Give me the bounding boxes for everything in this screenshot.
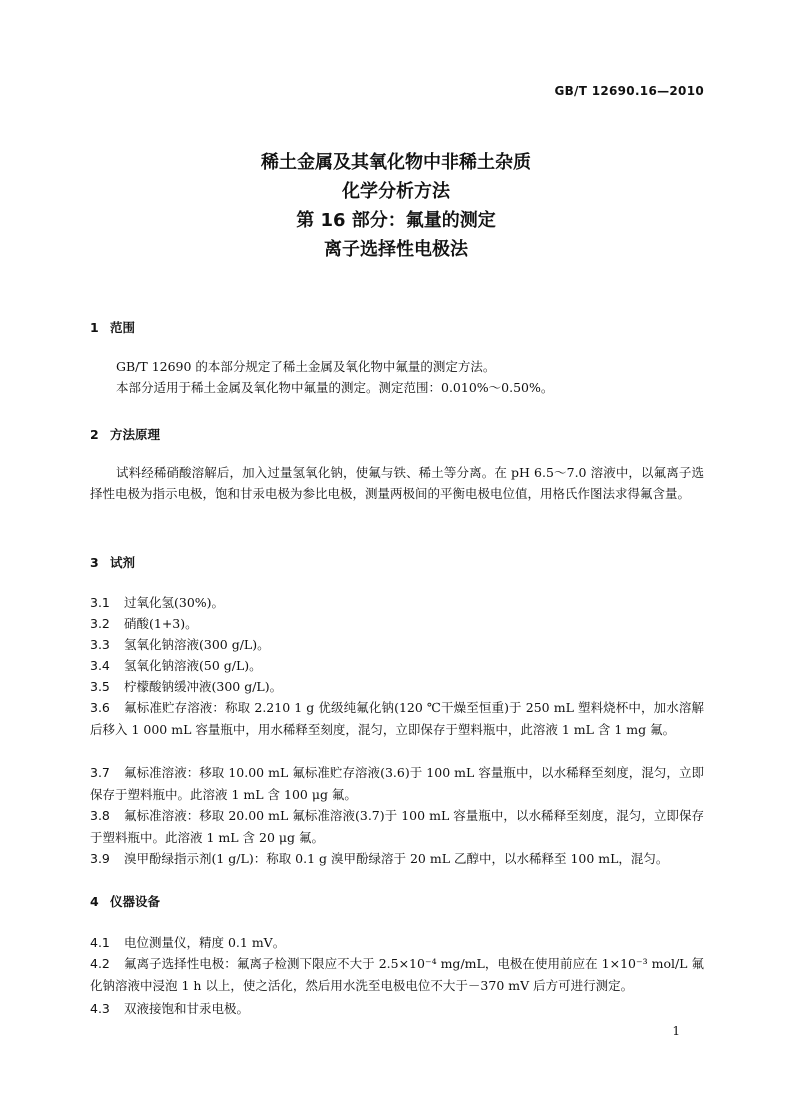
section-2-heading: [90, 425, 160, 443]
document-title: [0, 148, 792, 264]
reagent-item: [90, 805, 704, 848]
section-3-heading: [90, 553, 135, 571]
section-1-paragraph-1: GB/T 12690 的本部分规定了稀土金属及氧化物中氟量的测定方法。: [116, 359, 496, 374]
item-text: 氟离子选择性电极：氟离子检测下限应不大于 2.5×10⁻⁴ mg/mL，电极在使用前应在 1×10⁻³ mol/L 氟化钠溶液中浸泡 1 h 以上，使之活化，然后用水洗至电极电位不大于－370 mV 后方可进行测定。: [90, 956, 704, 993]
item-text: 过氧化氢(30%)。: [124, 595, 225, 610]
section-title: 方法原理: [110, 427, 161, 442]
reagent-item: [90, 634, 704, 656]
item-number: 3.4: [90, 658, 110, 673]
reagent-item: [90, 697, 704, 740]
section-number: 2: [90, 427, 99, 442]
title-line-1: 稀土金属及其氧化物中非稀土杂质: [261, 152, 531, 173]
title-line-2: 化学分析方法: [342, 181, 450, 202]
item-number: 3.7: [90, 765, 110, 780]
item-text: 柠檬酸钠缓冲液(300 g/L)。: [124, 679, 283, 694]
section-1-heading: [90, 318, 135, 336]
equipment-item: [90, 932, 704, 954]
reagent-item: [90, 848, 704, 870]
item-number: 3.9: [90, 851, 110, 866]
section-title: 范围: [110, 320, 136, 335]
item-text: 双液接饱和甘汞电极。: [124, 1001, 250, 1016]
item-number: 4.1: [90, 935, 110, 950]
item-number: 3.5: [90, 679, 110, 694]
section-number: 1: [90, 320, 99, 335]
item-number: 3.6: [90, 700, 110, 715]
item-number: 3.1: [90, 595, 110, 610]
title-line-4: 离子选择性电极法: [324, 239, 468, 260]
reagent-item: [90, 655, 704, 677]
item-text: 氟标准溶液：移取 20.00 mL 氟标准溶液(3.7)于 100 mL 容量瓶中，以水稀释至刻度，混匀，立即保存于塑料瓶中。此溶液 1 mL 含 20 μg 氟。: [90, 808, 704, 845]
title-line-3: 第 16 部分：氟量的测定: [296, 210, 496, 231]
section-number: 3: [90, 555, 99, 570]
section-title: 仪器设备: [110, 894, 161, 909]
item-number: 4.3: [90, 1001, 110, 1016]
section-1-paragraph-2: 本部分适用于稀土金属及氧化物中氟量的测定。测定范围：0.010%～0.50%。: [116, 380, 554, 395]
standard-code: GB/T 12690.16—2010: [554, 84, 704, 98]
item-text: 氢氧化钠溶液(50 g/L)。: [124, 658, 262, 673]
item-number: 3.3: [90, 637, 110, 652]
section-4-heading: [90, 892, 160, 910]
section-title: 试剂: [110, 555, 136, 570]
page-number: 1: [672, 1024, 680, 1038]
item-text: 溴甲酚绿指示剂(1 g/L)：称取 0.1 g 溴甲酚绿溶于 20 mL 乙醇中，以水稀释至 100 mL，混匀。: [124, 851, 669, 866]
section-2-paragraph-1: 试料经稀硝酸溶解后，加入过量氢氧化钠，使氟与铁、稀土等分离。在 pH 6.5～7.0 溶液中，以氟离子选择性电极为指示电极，饱和甘汞电极为参比电极，测量两极间的平衡电极电位值，用格氏作图法求得氟含量。: [90, 465, 704, 501]
item-text: 电位测量仪，精度 0.1 mV。: [124, 935, 286, 950]
reagent-item: [90, 762, 704, 805]
reagent-item: [90, 676, 704, 698]
item-number: 4.2: [90, 956, 110, 971]
equipment-item: [90, 998, 704, 1020]
item-text: 氢氧化钠溶液(300 g/L)。: [124, 637, 270, 652]
equipment-item: [90, 953, 704, 996]
section-number: 4: [90, 894, 99, 909]
item-text: 硝酸(1+3)。: [124, 616, 198, 631]
item-number: 3.8: [90, 808, 110, 823]
item-number: 3.2: [90, 616, 110, 631]
item-text: 氟标准贮存溶液：称取 2.210 1 g 优级纯氟化钠(120 ℃干燥至恒重)于 250 mL 塑料烧杯中，加水溶解后移入 1 000 mL 容量瓶中，用水稀释至刻度，混匀，立即保存于塑料瓶中，此溶液 1 mL 含 1 mg 氟。: [90, 700, 704, 737]
reagent-item: [90, 613, 704, 635]
item-text: 氟标准溶液：移取 10.00 mL 氟标准贮存溶液(3.6)于 100 mL 容量瓶中，以水稀释至刻度，混匀，立即保存于塑料瓶中。此溶液 1 mL 含 100 μg 氟。: [90, 765, 704, 802]
reagent-item: [90, 592, 704, 614]
